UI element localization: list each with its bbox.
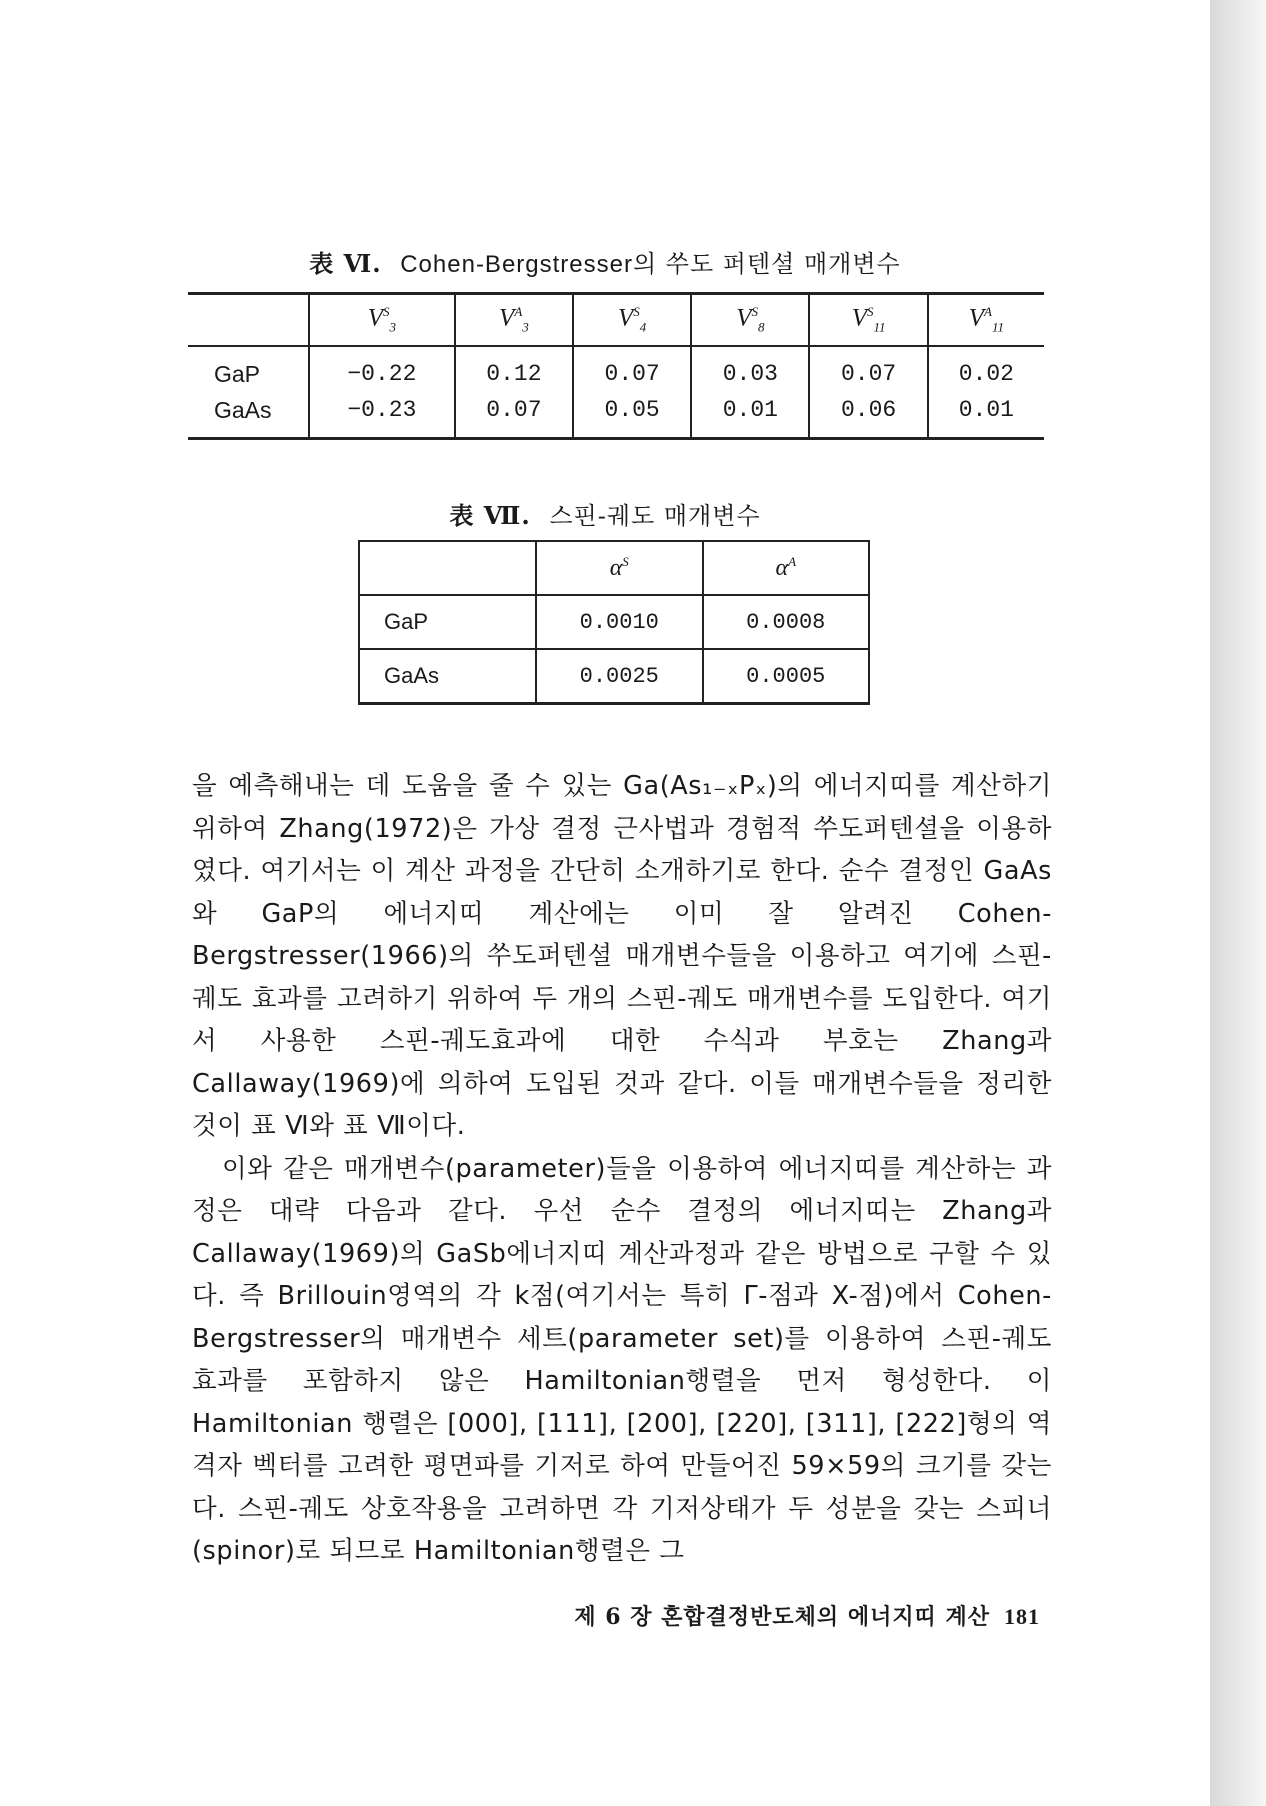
row-material: GaP xyxy=(214,360,261,387)
table-row xyxy=(359,595,869,649)
table-cell: 0.0010 xyxy=(536,595,703,649)
table6-header: $V^S_8$ xyxy=(691,294,809,347)
table6-header-row xyxy=(188,294,1044,347)
row-material: GaP xyxy=(359,595,536,649)
body-text xyxy=(192,765,1052,1573)
table7-corner xyxy=(359,541,536,595)
chapter-title: 제 6 장 혼합결정반도체의 에너지띠 계산 xyxy=(574,1604,990,1630)
table-cell: 0.05 xyxy=(573,392,691,439)
table-cell: −0.22 xyxy=(309,346,455,392)
table6-header: $V^S_4$ xyxy=(573,294,691,347)
spin-orbit-table xyxy=(358,540,870,705)
table-cell: 0.02 xyxy=(928,346,1044,392)
paragraph: 을 예측해내는 데 도움을 줄 수 있는 Ga(As₁₋ₓPₓ)의 에너지띠를 계산하기 위하여 Zhang(1972)은 가상 결정 근사법과 경험적 쑤도퍼텐셜을 이용하였다. 여기서는 이 계산 과정을 간단히 소개하기로 한다. 순수 결정인 GaAs와 GaP의 에너지띠 계산에는 이미 잘 알려진 Cohen-Bergstresser(1966)의 쑤도퍼텐셜 매개변수들을 이용하고 여기에 스핀-궤도 효과를 고려하기 위하여 두 개의 스핀-궤도 매개변수를 도입한다. 여기서 사용한 스핀-궤도효과에 대한 수식과 부호는 Zhang과 Callaway(1969)에 의하여 도입된 것과 같다. 이들 매개변수들을 정리한 것이 표 Ⅵ와 표 Ⅶ이다. xyxy=(192,771,1052,1141)
table7-caption xyxy=(0,496,1210,531)
table6-label: 表 Ⅵ. xyxy=(309,249,382,278)
table-cell: 0.07 xyxy=(809,346,927,392)
table6-header: $V^A_{11}$ xyxy=(928,294,1044,347)
table-row xyxy=(359,649,869,704)
table-cell: 0.07 xyxy=(455,392,573,439)
row-material: GaAs xyxy=(214,396,272,423)
pseudopotential-table xyxy=(188,292,1044,440)
table7-label: 表 Ⅶ. xyxy=(449,501,531,530)
table6-caption-korean: 의 쑤도 퍼텐셜 매개변수 xyxy=(632,250,901,278)
page-number: 181 xyxy=(1004,1604,1040,1629)
table-cell: 0.0005 xyxy=(703,649,870,704)
table-row xyxy=(188,346,1044,392)
table-cell: 0.03 xyxy=(691,346,809,392)
page-edge xyxy=(1210,0,1266,1806)
table-cell: 0.01 xyxy=(691,392,809,439)
table-cell: 0.0025 xyxy=(536,649,703,704)
table6-caption-latin: Cohen-Bergstresser xyxy=(400,251,633,278)
paragraph: 이와 같은 매개변수(parameter)들을 이용하여 에너지띠를 계산하는 과정은 대략 다음과 같다. 우선 순수 결정의 에너지띠는 Zhang과 Callaway(1969)의 GaSb에너지띠 계산과정과 같은 방법으로 구할 수 있다. 즉 Brillouin영역의 각 k점(여기서는 특히 Γ-점과 X-점)에서 Cohen-Bergstresser의 매개변수 세트(parameter set)를 이용하여 스핀-궤도 효과를 포함하지 않은 Hamiltonian행렬을 먼저 형성한다. 이 Hamiltonian 행렬은 [000], [111], [200], [220], [311], [222]형의 역격자 벡터를 고려한 평면파를 기저로 하여 만들어진 59×59의 크기를 갖는다. 스핀-궤도 상호작용을 고려하면 각 기저상태가 두 성분을 갖는 스피너(spinor)로 되므로 Hamiltonian행렬은 그 xyxy=(192,1153,1052,1566)
table-cell: 0.06 xyxy=(809,392,927,439)
table-cell: 0.12 xyxy=(455,346,573,392)
table6-header: $V^A_3$ xyxy=(455,294,573,347)
table6-corner xyxy=(188,294,309,347)
table7-header: $\alpha^S$ xyxy=(536,541,703,595)
table-cell: 0.01 xyxy=(928,392,1044,439)
table6-caption xyxy=(0,244,1210,279)
table-cell: 0.07 xyxy=(573,346,691,392)
table-cell: 0.0008 xyxy=(703,595,870,649)
table6-header: $V^S_3$ xyxy=(309,294,455,347)
row-material: GaAs xyxy=(359,649,536,704)
table-row xyxy=(188,392,1044,439)
table7-header-row xyxy=(359,541,869,595)
table7-header: $\alpha^A$ xyxy=(703,541,870,595)
table6-header: $V^S_{11}$ xyxy=(809,294,927,347)
table-cell: −0.23 xyxy=(309,392,455,439)
running-footer xyxy=(500,1600,1040,1631)
table7-caption-text: 스핀-궤도 매개변수 xyxy=(549,502,761,530)
